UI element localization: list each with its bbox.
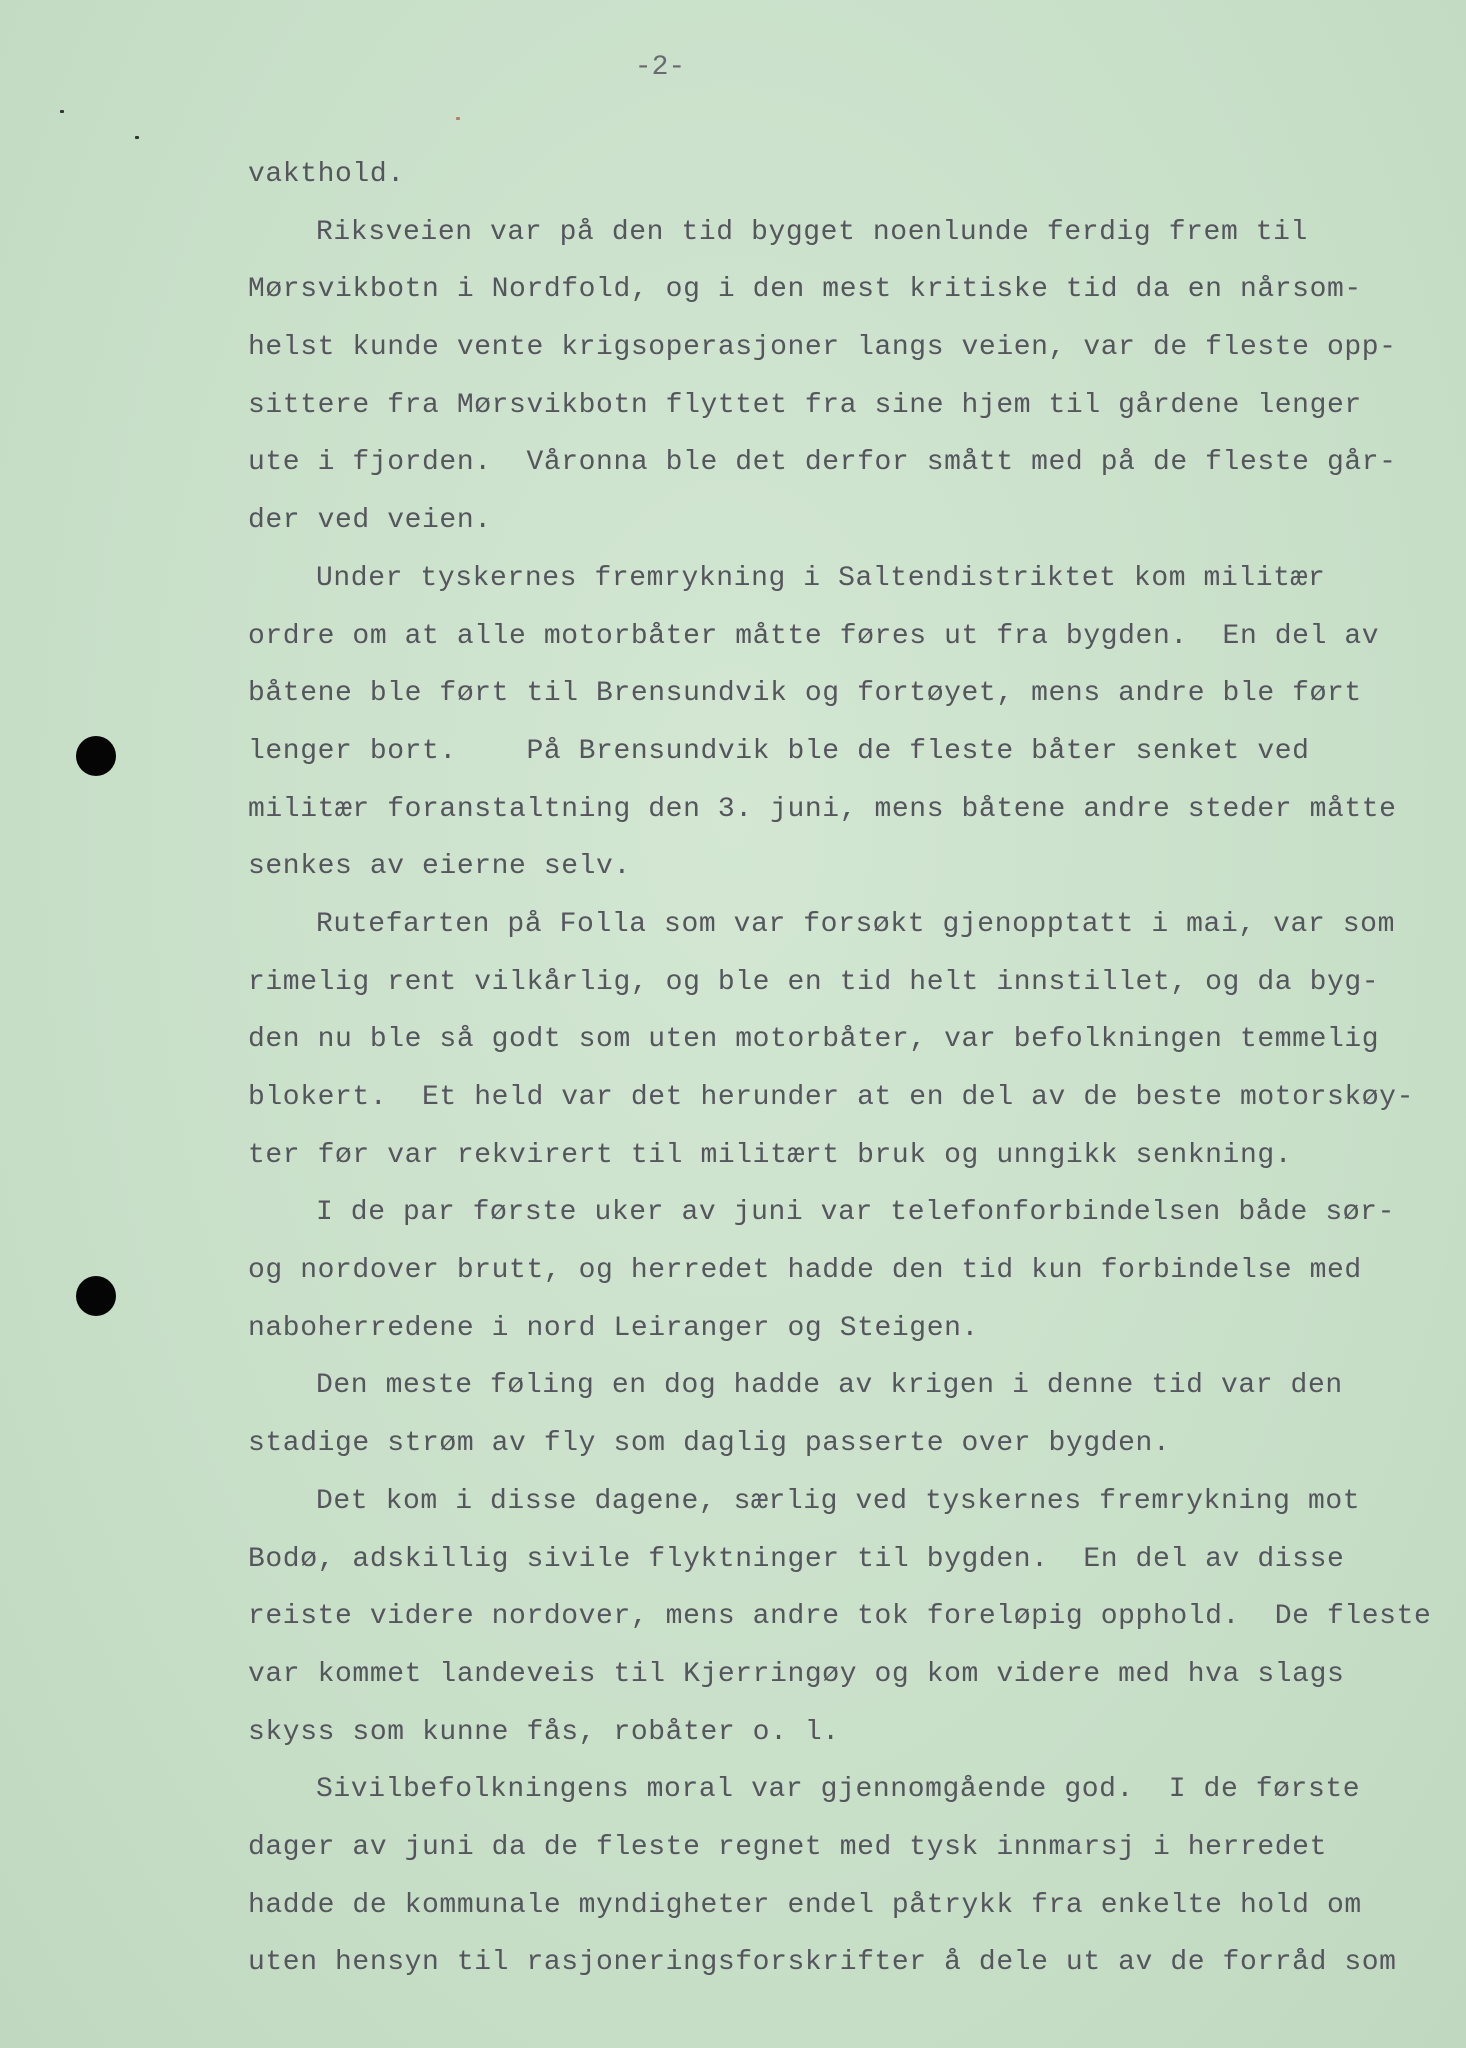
text-line: ute i fjorden. Våronna ble det derfor smått med på de fleste går- [248,447,1397,479]
text-line: sittere fra Mørsvikbotn flyttet fra sine hjem til gårdene lenger [248,389,1362,421]
text-line: Bodø, adskillig sivile flyktninger til bygden. En del av disse [248,1543,1345,1575]
ink-speck [60,110,64,113]
text-line: blokert. Et held var det herunder at en del av de beste motorskøy- [248,1082,1414,1113]
page-number: -2- [634,52,686,83]
text-line: dager av juni da de fleste regnet med tysk innmarsj i herredet [248,1831,1327,1863]
text-line: senkes av eierne selv. [248,851,631,883]
text-line: militær foranstaltning den 3. juni, mens båtene andre steder måtte [248,793,1397,825]
text-line: der ved veien. [248,505,492,537]
text-line: lenger bort. På Brensundvik ble de fleste båter senket ved [248,735,1310,767]
text-line: Sivilbefolkningens moral var gjennomgående god. I de første [316,1774,1361,1806]
text-line: var kommet landeveis til Kjerringøy og kom videre med hva slags [248,1658,1345,1690]
text-line: reiste videre nordover, mens andre tok foreløpig opphold. De fleste [248,1601,1432,1633]
text-line: Mørsvikbotn i Nordfold, og i den mest kritiske tid da en nårsom- [248,274,1362,306]
text-line: og nordover brutt, og herredet hadde den tid kun forbindelse med [248,1255,1362,1287]
text-line: hadde de kommunale myndigheter endel påtrykk fra enkelte hold om [248,1889,1362,1921]
text-line: stadige strøm av fly som daglig passerte over bygden. [248,1428,1171,1460]
text-line: helst kunde vente krigsoperasjoner langs veien, var de fleste opp- [248,332,1397,364]
text-line: uten hensyn til rasjoneringsforskrifter å dele ut av de forråd som [248,1947,1397,1979]
text-line: Riksveien var på den tid bygget noenlunde ferdig frem til [316,216,1308,248]
text-line: båtene ble ført til Brensundvik og fortøyet, mens andre ble ført [248,678,1362,710]
text-line: Den meste føling en dog hadde av krigen i denne tid var den [316,1370,1343,1402]
text-line: ordre om at alle motorbåter måtte føres ut fra bygden. En del av [248,620,1380,652]
text-line: den nu ble så godt som uten motorbåter, var befolkningen temmelig [248,1024,1380,1056]
ink-speck [135,136,139,139]
typewritten-body [248,146,1458,1992]
text-line: Rutefarten på Folla som var forsøkt gjenopptatt i mai, var som [316,908,1395,940]
text-line: vakthold. [248,159,405,190]
punch-hole [76,736,116,776]
text-line: I de par første uker av juni var telefonforbindelsen både sør- [316,1197,1395,1229]
ink-speck [456,117,460,120]
punch-hole [76,1276,116,1316]
text-line: naboherredene i nord Leiranger og Steigen. [248,1312,979,1344]
text-line: skyss som kunne fås, robåter o. l. [248,1716,840,1748]
text-line: Under tyskernes fremrykning i Saltendistriktet kom militær [316,562,1326,594]
text-line: rimelig rent vilkårlig, og ble en tid helt innstillet, og da byg- [248,966,1380,998]
text-line: Det kom i disse dagene, særlig ved tyskernes fremrykning mot [316,1485,1361,1517]
text-line: ter før var rekvirert til militært bruk og unngikk senkning. [248,1139,1293,1171]
